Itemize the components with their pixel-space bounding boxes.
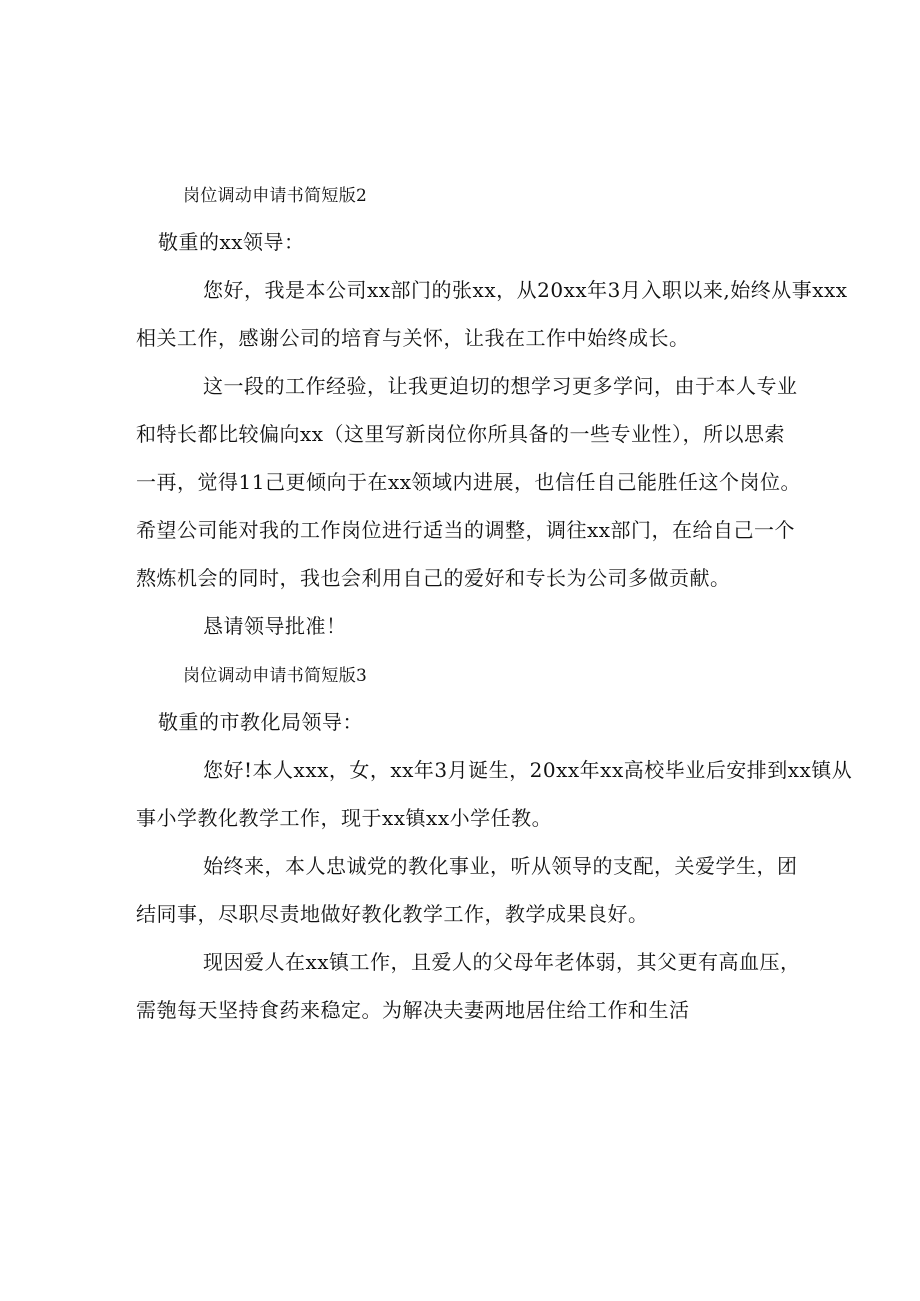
section3-paragraph-line: 始终来，本人忠诚党的教化事业，听从领导的支配，关爱学生，团 [203, 854, 798, 878]
section2-paragraph-line: 您好，我是本公司xx部门的张xx，从20xx年3月入职以来,始终从事xxx [203, 278, 848, 302]
section2-salutation: 敬重的xx领导： [158, 230, 305, 254]
section2-paragraph-line: 相关工作，感谢公司的培育与关怀，让我在工作中始终成长。 [136, 326, 690, 350]
section3-paragraph-line: 需匏每天坚持食药来稳定。为解决夫妻两地居住给工作和生活 [136, 998, 690, 1022]
section3-title: 岗位调动申请书简短版3 [183, 666, 368, 686]
section3-paragraph-line: 结同事，尽职尽责地做好教化教学工作，教学成果良好。 [136, 902, 649, 926]
section3-paragraph-line: 现因爱人在xx镇工作，且爱人的父母年老体弱，其父更有高血压， [203, 950, 801, 974]
section3-paragraph-line: 您好!本人xxx，女，xx年3月诞生，20xx年xx高校毕业后安排到xx镇从 [203, 758, 853, 782]
section2-closing: 恳请领导批准！ [203, 614, 347, 638]
section2-paragraph-line: 和特长都比较偏向xx（这里写新岗位你所具备的一些专业性），所以思索 [136, 422, 786, 446]
section2-paragraph-line: 希望公司能对我的工作岗位进行适当的调整，调往xx部门，在给自己一个 [136, 518, 796, 542]
section2-title: 岗位调动申请书简短版2 [183, 186, 368, 206]
section2-paragraph-line: 熬炼机会的同时，我也会利用自己的爱好和专长为公司多做贡献。 [136, 566, 731, 590]
section3-salutation: 敬重的市教化局领导： [158, 710, 363, 734]
section3-paragraph-line: 事小学教化教学工作，现于xx镇xx小学任教。 [136, 806, 553, 830]
section2-paragraph-line: 一再，觉得11己更倾向于在xx领域内进展，也信任自己能胜任这个岗位。 [136, 470, 802, 494]
section2-paragraph-line: 这一段的工作经验，让我更迫切的想学习更多学问，由于本人专业 [203, 374, 798, 398]
